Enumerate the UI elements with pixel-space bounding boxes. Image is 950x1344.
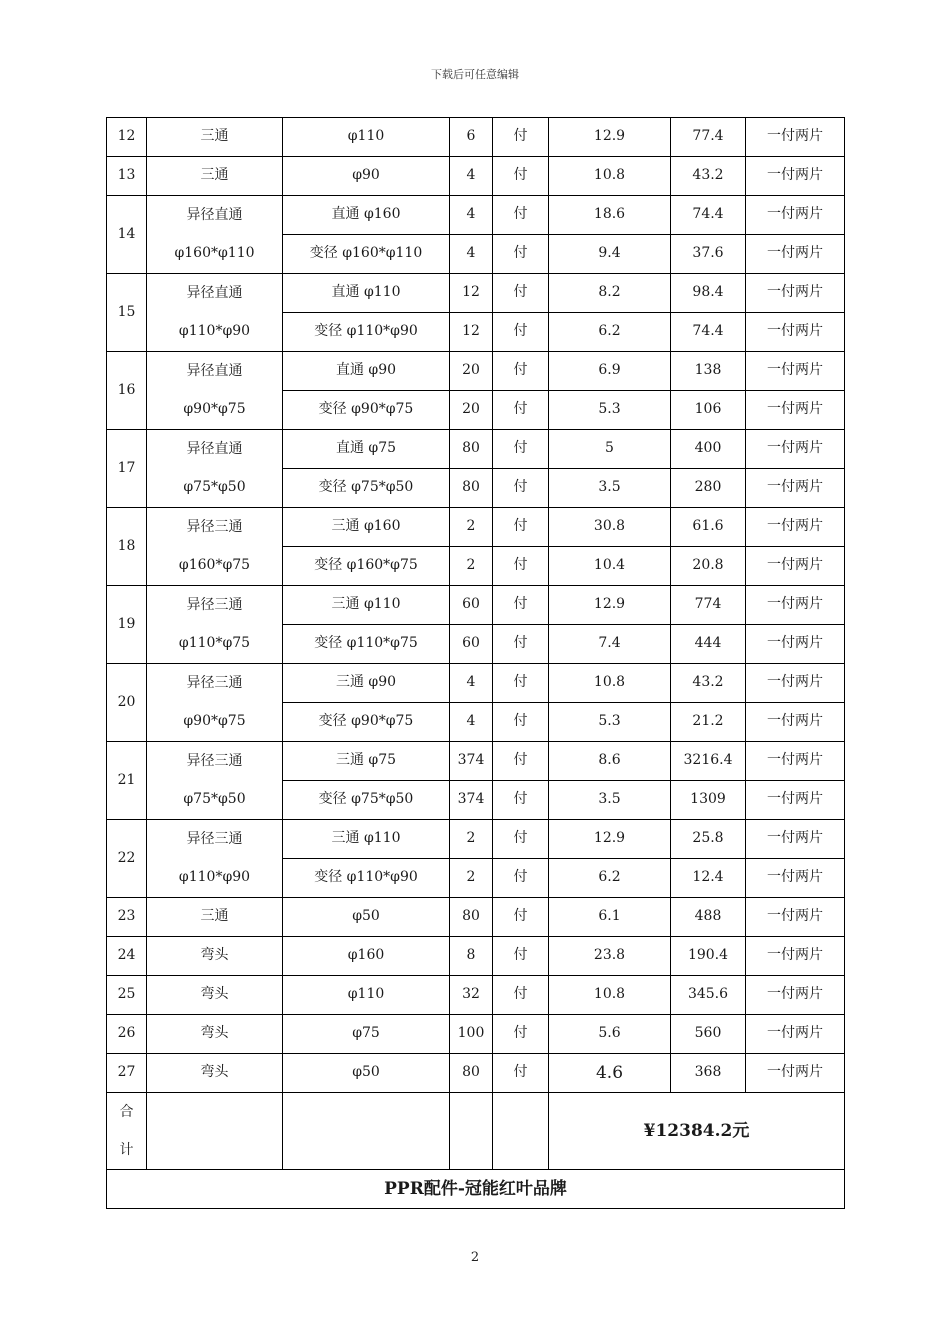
quantity-cell: 80: [450, 1054, 493, 1093]
quantity-cell: 12: [450, 274, 493, 313]
spec-cell: φ75: [283, 1015, 450, 1054]
amount-cell: 280: [671, 469, 746, 508]
amount-cell: 368: [671, 1054, 746, 1093]
table-row: [107, 118, 845, 157]
spec-cell: 变径 φ75*φ50: [283, 781, 450, 820]
amount-cell: 774: [671, 586, 746, 625]
price-cell: 8.6: [549, 742, 671, 781]
table-row: [107, 352, 845, 391]
quantity-cell: 4: [450, 664, 493, 703]
row-number-cell: 13: [107, 157, 147, 196]
unit-cell: 付: [493, 586, 549, 625]
quantity-cell: 60: [450, 586, 493, 625]
table-row: [107, 976, 845, 1015]
spec-cell: 三通 φ110: [283, 820, 450, 859]
spec-cell: 变径 φ110*φ75: [283, 625, 450, 664]
note-cell: 一付两片: [746, 937, 845, 976]
price-cell: 10.4: [549, 547, 671, 586]
empty-cell: [147, 1093, 283, 1170]
note-cell: 一付两片: [746, 274, 845, 313]
amount-cell: 43.2: [671, 157, 746, 196]
item-name-cell: 三通: [147, 118, 283, 157]
unit-cell: 付: [493, 859, 549, 898]
row-number-cell: 27: [107, 1054, 147, 1093]
spec-cell: 直通 φ75: [283, 430, 450, 469]
item-size-cell: φ160*φ110: [147, 235, 283, 274]
spec-cell: 变径 φ90*φ75: [283, 391, 450, 430]
note-cell: 一付两片: [746, 703, 845, 742]
unit-cell: 付: [493, 937, 549, 976]
amount-cell: 74.4: [671, 313, 746, 352]
empty-cell: [450, 1093, 493, 1170]
spec-cell: 直通 φ160: [283, 196, 450, 235]
table-row: [107, 859, 845, 898]
quantity-cell: 60: [450, 625, 493, 664]
unit-cell: 付: [493, 235, 549, 274]
item-size-cell: φ75*φ50: [147, 469, 283, 508]
note-cell: 一付两片: [746, 586, 845, 625]
price-cell: 3.5: [549, 781, 671, 820]
table-row: [107, 196, 845, 235]
price-cell: 6.2: [549, 859, 671, 898]
brand-cell: PPR配件-冠能红叶品牌: [107, 1170, 845, 1209]
row-number-cell: 21: [107, 742, 147, 820]
table-row: [107, 937, 845, 976]
spec-cell: φ90: [283, 157, 450, 196]
unit-cell: 付: [493, 352, 549, 391]
quantity-cell: 4: [450, 703, 493, 742]
note-cell: 一付两片: [746, 976, 845, 1015]
note-cell: 一付两片: [746, 625, 845, 664]
page-header: 下载后可任意编辑: [431, 68, 519, 81]
note-cell: 一付两片: [746, 820, 845, 859]
spec-cell: 直通 φ90: [283, 352, 450, 391]
item-size-cell: φ110*φ75: [147, 625, 283, 664]
spec-cell: 变径 φ110*φ90: [283, 859, 450, 898]
amount-cell: 20.8: [671, 547, 746, 586]
spec-cell: 三通 φ75: [283, 742, 450, 781]
item-name-cell: 弯头: [147, 937, 283, 976]
table-row: [107, 625, 845, 664]
total-label-cell: [107, 1093, 147, 1170]
note-cell: 一付两片: [746, 898, 845, 937]
price-cell: 5.6: [549, 1015, 671, 1054]
note-cell: 一付两片: [746, 859, 845, 898]
note-cell: 一付两片: [746, 430, 845, 469]
unit-cell: 付: [493, 703, 549, 742]
quantity-cell: 374: [450, 781, 493, 820]
empty-cell: [493, 1093, 549, 1170]
price-cell: 9.4: [549, 235, 671, 274]
row-number-cell: 15: [107, 274, 147, 352]
note-cell: 一付两片: [746, 352, 845, 391]
unit-cell: 付: [493, 1054, 549, 1093]
amount-cell: 77.4: [671, 118, 746, 157]
note-cell: 一付两片: [746, 196, 845, 235]
note-cell: 一付两片: [746, 508, 845, 547]
price-cell: 8.2: [549, 274, 671, 313]
amount-cell: 25.8: [671, 820, 746, 859]
price-cell: 6.2: [549, 313, 671, 352]
amount-cell: 43.2: [671, 664, 746, 703]
note-cell: 一付两片: [746, 547, 845, 586]
row-number-cell: 25: [107, 976, 147, 1015]
table-row: [107, 313, 845, 352]
amount-cell: 98.4: [671, 274, 746, 313]
unit-cell: 付: [493, 274, 549, 313]
item-name-cell: 异径直通: [147, 430, 283, 469]
amount-cell: 37.6: [671, 235, 746, 274]
spec-cell: 变径 φ75*φ50: [283, 469, 450, 508]
spec-cell: 变径 φ110*φ90: [283, 313, 450, 352]
unit-cell: 付: [493, 547, 549, 586]
price-cell: 5.3: [549, 391, 671, 430]
total-label-line: 计: [119, 1142, 134, 1158]
price-cell: 6.9: [549, 352, 671, 391]
quantity-cell: 4: [450, 157, 493, 196]
price-cell: 18.6: [549, 196, 671, 235]
table-row: [107, 235, 845, 274]
unit-cell: 付: [493, 157, 549, 196]
quantity-cell: 374: [450, 742, 493, 781]
table-row: [107, 274, 845, 313]
item-name-cell: 异径三通: [147, 586, 283, 625]
amount-cell: 345.6: [671, 976, 746, 1015]
item-size-cell: φ110*φ90: [147, 313, 283, 352]
table-row: [107, 898, 845, 937]
price-cell: 3.5: [549, 469, 671, 508]
row-number-cell: 20: [107, 664, 147, 742]
spec-cell: φ110: [283, 976, 450, 1015]
unit-cell: 付: [493, 820, 549, 859]
note-cell: 一付两片: [746, 157, 845, 196]
unit-cell: 付: [493, 196, 549, 235]
quantity-cell: 2: [450, 859, 493, 898]
spec-cell: 变径 φ90*φ75: [283, 703, 450, 742]
brand-row: [107, 1170, 845, 1209]
quantity-cell: 80: [450, 469, 493, 508]
table-row: [107, 586, 845, 625]
price-cell: 12.9: [549, 118, 671, 157]
spec-cell: 三通 φ110: [283, 586, 450, 625]
unit-cell: 付: [493, 313, 549, 352]
table-row: [107, 430, 845, 469]
note-cell: 一付两片: [746, 469, 845, 508]
quantity-cell: 80: [450, 898, 493, 937]
unit-cell: 付: [493, 118, 549, 157]
price-cell: 30.8: [549, 508, 671, 547]
row-number-cell: 14: [107, 196, 147, 274]
row-number-cell: 18: [107, 508, 147, 586]
quantity-cell: 2: [450, 508, 493, 547]
quantity-cell: 4: [450, 235, 493, 274]
price-cell: 10.8: [549, 157, 671, 196]
spec-cell: 直通 φ110: [283, 274, 450, 313]
amount-cell: 106: [671, 391, 746, 430]
item-name-cell: 异径三通: [147, 742, 283, 781]
item-name-cell: 异径三通: [147, 664, 283, 703]
item-name-cell: 异径三通: [147, 508, 283, 547]
amount-cell: 12.4: [671, 859, 746, 898]
page-number: 2: [470, 1250, 480, 1265]
quantity-cell: 100: [450, 1015, 493, 1054]
note-cell: 一付两片: [746, 313, 845, 352]
price-cell: 6.1: [549, 898, 671, 937]
item-size-cell: φ110*φ90: [147, 859, 283, 898]
item-name-cell: 三通: [147, 898, 283, 937]
amount-cell: 61.6: [671, 508, 746, 547]
table-row: [107, 664, 845, 703]
spec-cell: 三通 φ90: [283, 664, 450, 703]
row-number-cell: 26: [107, 1015, 147, 1054]
quantity-cell: 20: [450, 352, 493, 391]
table-row: [107, 781, 845, 820]
unit-cell: 付: [493, 664, 549, 703]
unit-cell: 付: [493, 976, 549, 1015]
item-name-cell: 异径三通: [147, 820, 283, 859]
row-number-cell: 22: [107, 820, 147, 898]
unit-cell: 付: [493, 742, 549, 781]
spec-cell: φ50: [283, 898, 450, 937]
table-row: [107, 1015, 845, 1054]
table-row: [107, 703, 845, 742]
price-table: [106, 117, 845, 1209]
unit-cell: 付: [493, 781, 549, 820]
item-name-cell: 异径直通: [147, 352, 283, 391]
amount-cell: 74.4: [671, 196, 746, 235]
spec-cell: 三通 φ160: [283, 508, 450, 547]
spec-cell: φ110: [283, 118, 450, 157]
note-cell: 一付两片: [746, 391, 845, 430]
amount-cell: 138: [671, 352, 746, 391]
quantity-cell: 2: [450, 547, 493, 586]
item-name-cell: 弯头: [147, 1015, 283, 1054]
quantity-cell: 32: [450, 976, 493, 1015]
amount-cell: 3216.4: [671, 742, 746, 781]
note-cell: 一付两片: [746, 742, 845, 781]
table-row: [107, 820, 845, 859]
quantity-cell: 20: [450, 391, 493, 430]
price-cell: 10.8: [549, 976, 671, 1015]
unit-cell: 付: [493, 898, 549, 937]
spec-cell: 变径 φ160*φ110: [283, 235, 450, 274]
amount-cell: 488: [671, 898, 746, 937]
note-cell: 一付两片: [746, 664, 845, 703]
amount-cell: 21.2: [671, 703, 746, 742]
unit-cell: 付: [493, 391, 549, 430]
unit-cell: 付: [493, 1015, 549, 1054]
row-number-cell: 12: [107, 118, 147, 157]
quantity-cell: 12: [450, 313, 493, 352]
spec-cell: φ160: [283, 937, 450, 976]
amount-cell: 560: [671, 1015, 746, 1054]
row-number-cell: 19: [107, 586, 147, 664]
note-cell: 一付两片: [746, 1054, 845, 1093]
item-size-cell: φ75*φ50: [147, 781, 283, 820]
total-label-line: 合: [119, 1104, 134, 1120]
price-cell: 4.6: [549, 1054, 671, 1093]
price-cell: 12.9: [549, 586, 671, 625]
row-number-cell: 17: [107, 430, 147, 508]
price-cell: 10.8: [549, 664, 671, 703]
item-size-cell: φ160*φ75: [147, 547, 283, 586]
quantity-cell: 4: [450, 196, 493, 235]
amount-cell: 1309: [671, 781, 746, 820]
empty-cell: [283, 1093, 450, 1170]
item-name-cell: 弯头: [147, 1054, 283, 1093]
item-name-cell: 异径直通: [147, 274, 283, 313]
item-size-cell: φ90*φ75: [147, 703, 283, 742]
amount-cell: 400: [671, 430, 746, 469]
price-cell: 12.9: [549, 820, 671, 859]
quantity-cell: 6: [450, 118, 493, 157]
amount-cell: 444: [671, 625, 746, 664]
unit-cell: 付: [493, 625, 549, 664]
table-row: [107, 1054, 845, 1093]
row-number-cell: 23: [107, 898, 147, 937]
quantity-cell: 2: [450, 820, 493, 859]
row-number-cell: 24: [107, 937, 147, 976]
total-value-cell: ¥12384.2元: [549, 1093, 845, 1170]
price-cell: 5: [549, 430, 671, 469]
amount-cell: 190.4: [671, 937, 746, 976]
unit-cell: 付: [493, 430, 549, 469]
item-name-cell: 三通: [147, 157, 283, 196]
note-cell: 一付两片: [746, 1015, 845, 1054]
spec-cell: φ50: [283, 1054, 450, 1093]
price-cell: 7.4: [549, 625, 671, 664]
quantity-cell: 8: [450, 937, 493, 976]
unit-cell: 付: [493, 469, 549, 508]
note-cell: 一付两片: [746, 118, 845, 157]
spec-cell: 变径 φ160*φ75: [283, 547, 450, 586]
price-cell: 5.3: [549, 703, 671, 742]
table-row: [107, 508, 845, 547]
item-name-cell: 异径直通: [147, 196, 283, 235]
table-body: [107, 118, 845, 1209]
table-row: [107, 547, 845, 586]
note-cell: 一付两片: [746, 235, 845, 274]
table-row: [107, 469, 845, 508]
unit-cell: 付: [493, 508, 549, 547]
table-row: [107, 391, 845, 430]
note-cell: 一付两片: [746, 781, 845, 820]
table-row: [107, 157, 845, 196]
item-name-cell: 弯头: [147, 976, 283, 1015]
item-size-cell: φ90*φ75: [147, 391, 283, 430]
price-cell: 23.8: [549, 937, 671, 976]
row-number-cell: 16: [107, 352, 147, 430]
table-row: [107, 742, 845, 781]
quantity-cell: 80: [450, 430, 493, 469]
